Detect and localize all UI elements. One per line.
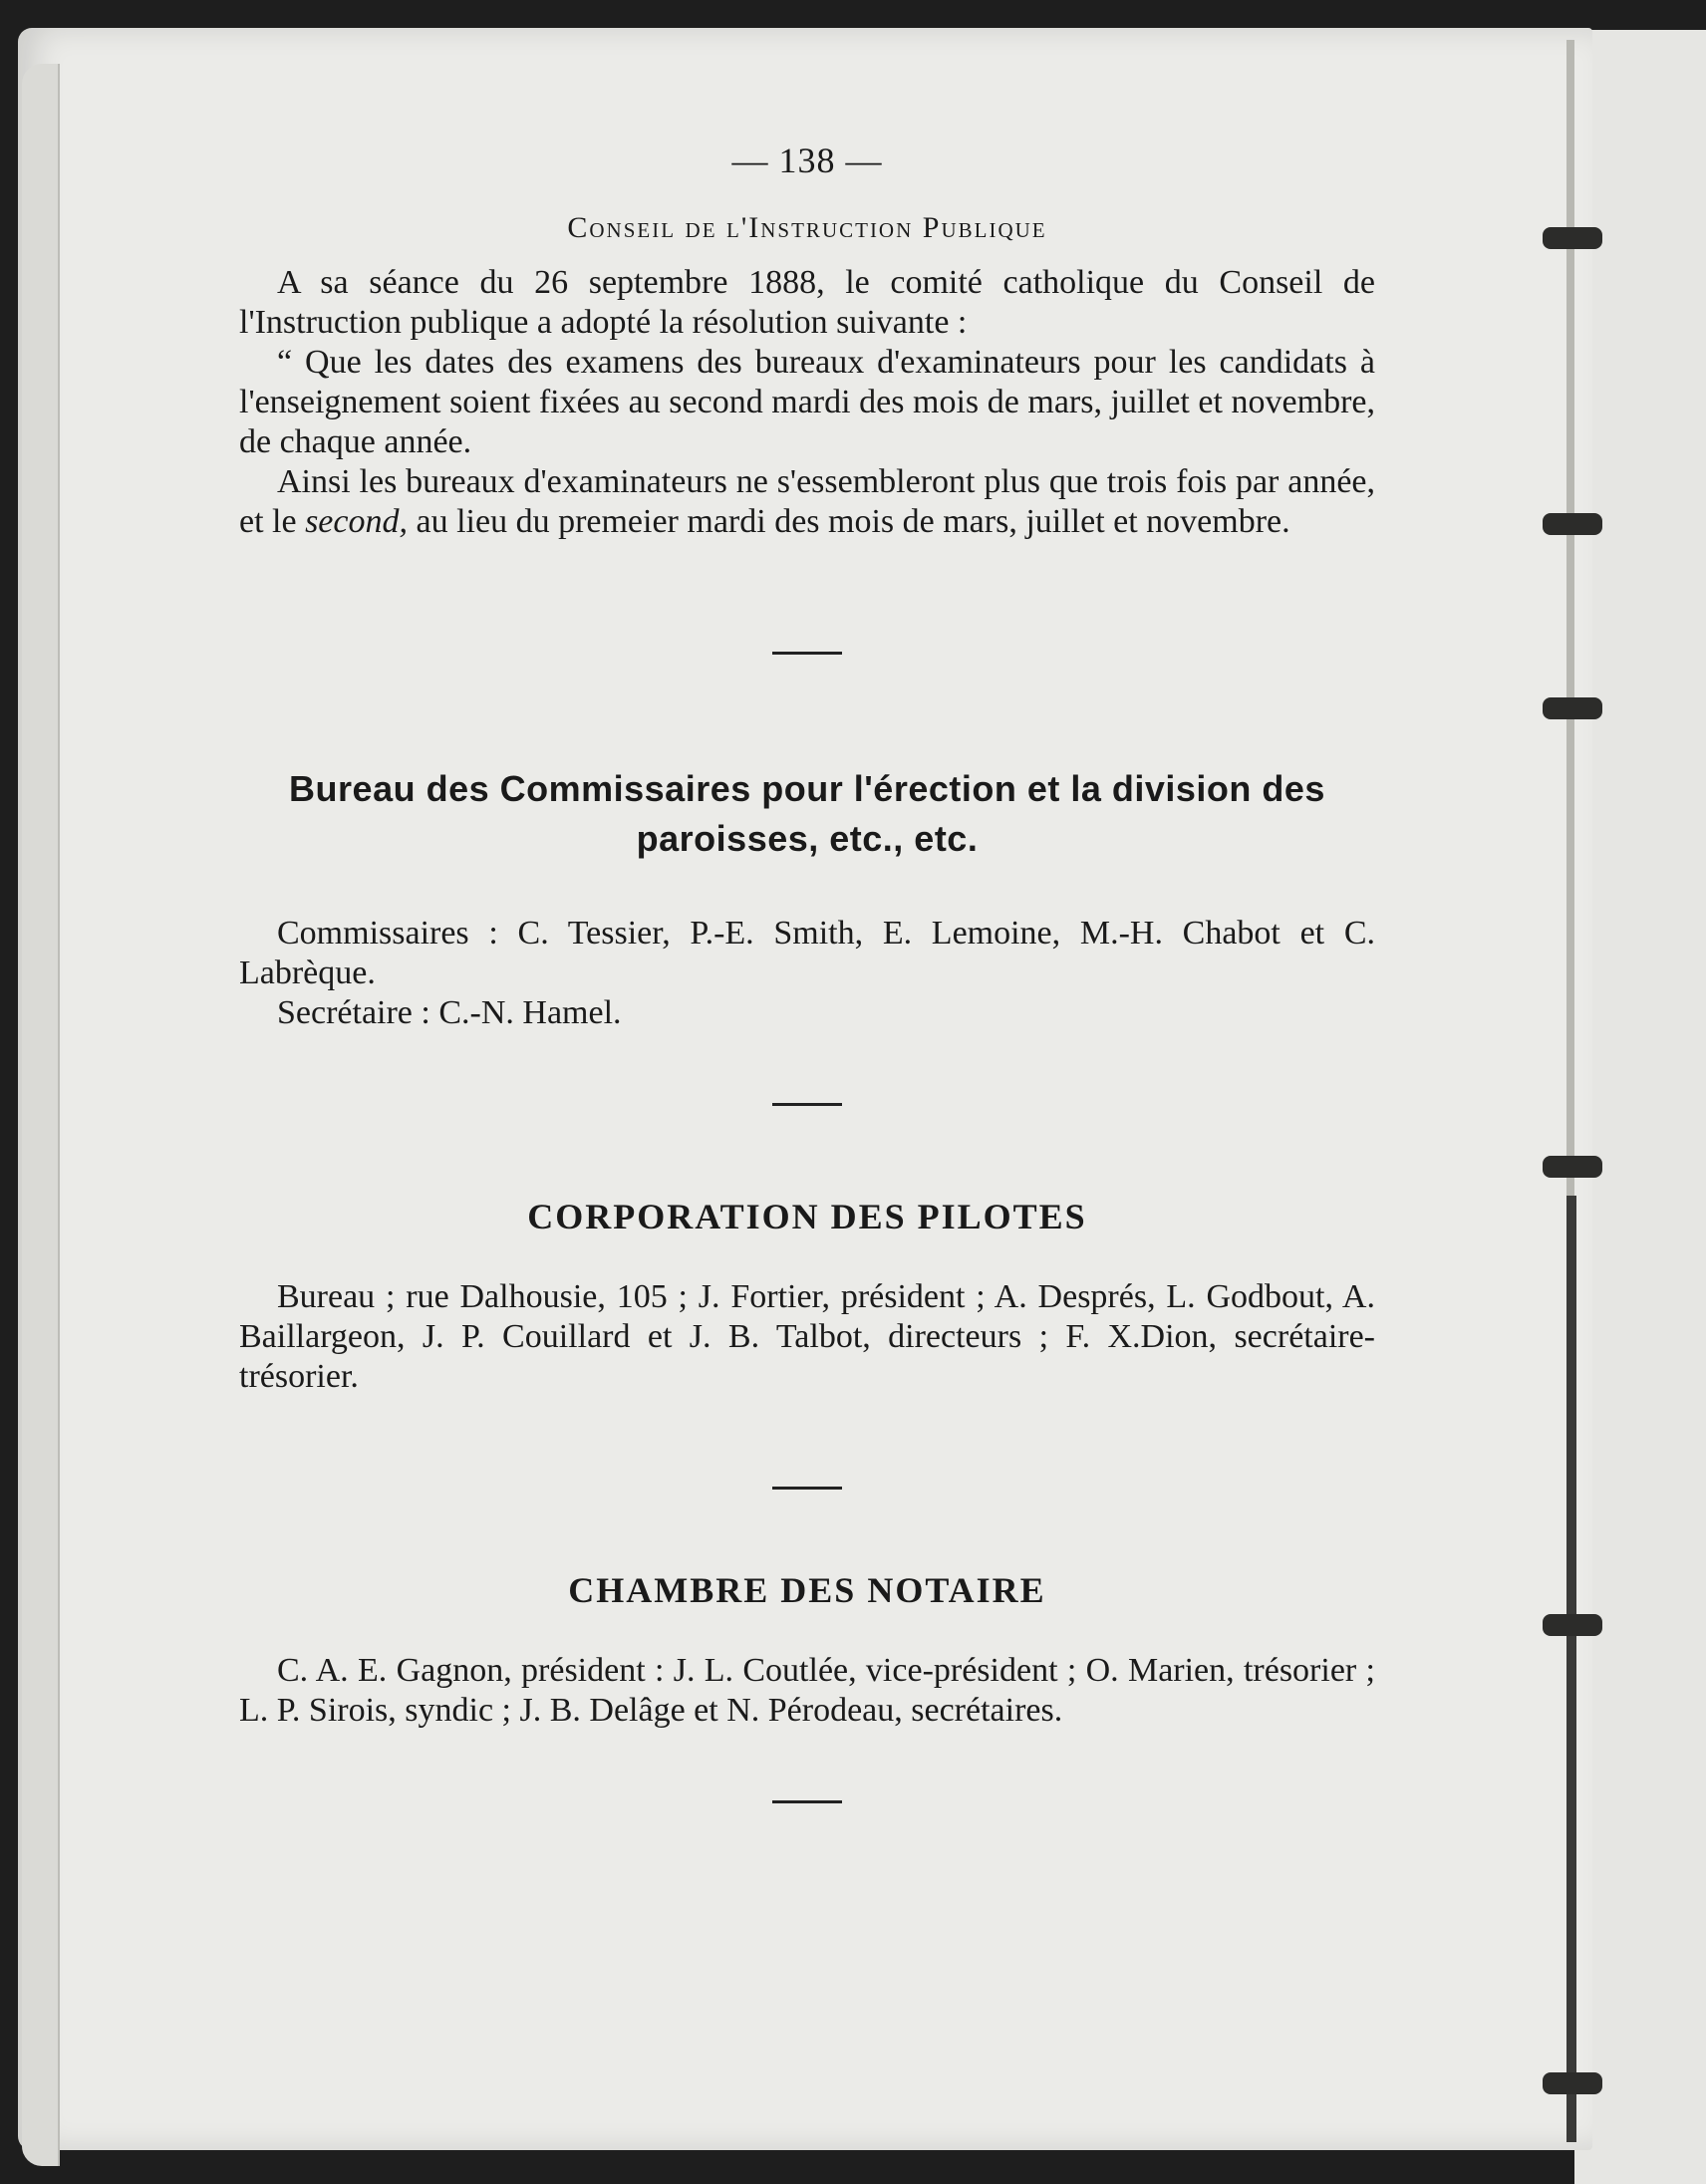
bureau-title: Bureau des Commissaires pour l'érection et la division des paroisses, etc., etc. bbox=[289, 768, 1325, 859]
page-number: — 138 — bbox=[731, 140, 883, 180]
page-edge bbox=[22, 64, 60, 2166]
binding-stitch bbox=[1543, 1614, 1602, 1636]
pilotes-text: Bureau ; rue Dalhousie, 105 ; J. Fortier, président ; A. Després, L. Godbout, A. Baillargeon, J. P. Couillard et J. B. Talbot, directeurs ; F. X.Dion, secrétaire-trésorier. bbox=[239, 1278, 1375, 1395]
conseil-paragraph-2: “ Que les dates des examens des bureaux d'examinateurs pour les candidats à l'enseignement soient fixées au second mardi des mois de mars, juillet et novembre, de chaque année. bbox=[239, 344, 1375, 460]
conseil-paragraph-3-italic: second, bbox=[305, 503, 408, 540]
section-divider bbox=[772, 652, 842, 655]
section-divider bbox=[772, 1487, 842, 1490]
conseil-paragraph-3-start: Ainsi les bureaux d'examinateurs ne s'essembleront plus que trois fois par année, et le bbox=[239, 463, 1375, 540]
conseil-paragraph-3 bbox=[239, 462, 1375, 542]
pilotes-title: CORPORATION DES PILOTES bbox=[527, 1197, 1087, 1236]
section-divider bbox=[772, 1103, 842, 1106]
conseil-paragraph-1: A sa séance du 26 septembre 1888, le comité catholique du Conseil de l'Instruction publique a adopté la résolution suivante : bbox=[239, 264, 1375, 341]
conseil-paragraph-3-end: au lieu du premeier mardi des mois de mars, juillet et novembre. bbox=[416, 503, 1290, 540]
notaire-title: CHAMBRE DES NOTAIRE bbox=[568, 1570, 1046, 1610]
bureau-section bbox=[239, 764, 1375, 1033]
pilotes-section bbox=[239, 1196, 1375, 1397]
binding-stitch bbox=[1543, 1156, 1602, 1178]
bureau-commissaires: Commissaires : C. Tessier, P.-E. Smith, E. Lemoine, M.-H. Chabot et C. Labrèque. bbox=[239, 915, 1375, 991]
binding-spine-dark bbox=[1566, 1196, 1576, 2142]
notaire-section bbox=[239, 1569, 1375, 1731]
conseil-section bbox=[239, 211, 1375, 542]
page-content bbox=[239, 139, 1375, 1803]
binding-stitch bbox=[1543, 697, 1602, 719]
binding-stitch bbox=[1543, 227, 1602, 249]
section-divider bbox=[772, 1800, 842, 1803]
notaire-text: C. A. E. Gagnon, président : J. L. Coutlée, vice-président ; O. Marien, trésorier ; L. P. Sirois, syndic ; J. B. Delâge et N. Pérodeau, secrétaires. bbox=[239, 1652, 1375, 1729]
facing-page bbox=[1574, 30, 1706, 2184]
binding-stitch bbox=[1543, 2072, 1602, 2094]
binding-stitch bbox=[1543, 513, 1602, 535]
bureau-secretaire: Secrétaire : C.-N. Hamel. bbox=[277, 994, 622, 1031]
conseil-title: Conseil de l'Instruction Publique bbox=[567, 211, 1047, 244]
